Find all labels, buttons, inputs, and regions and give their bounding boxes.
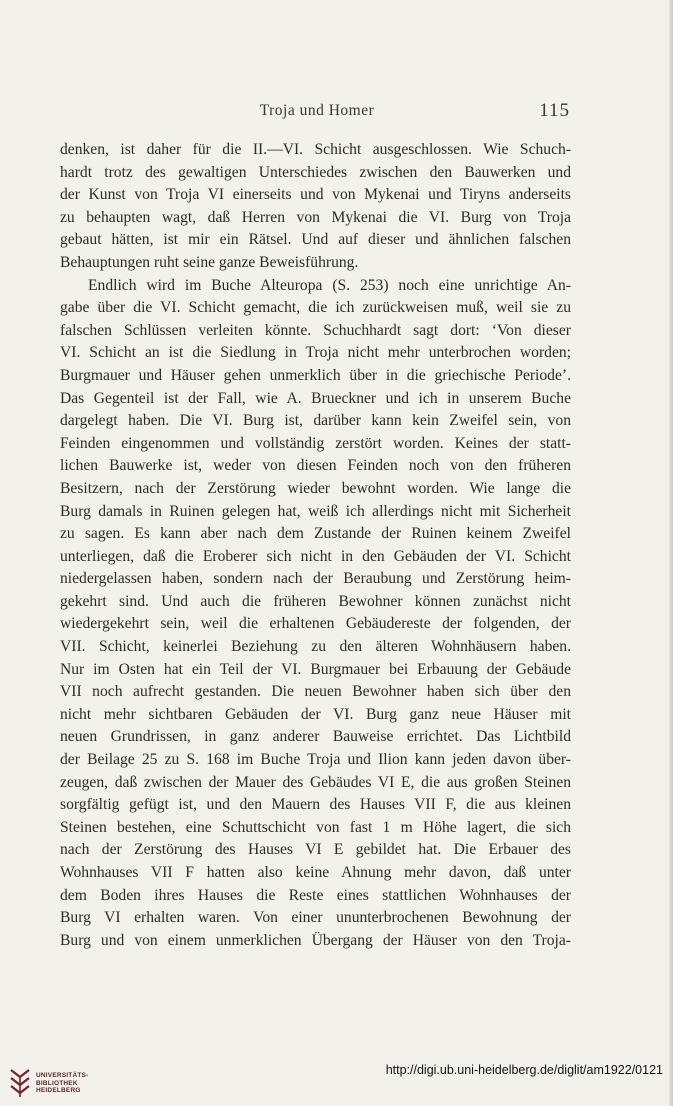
body-text xyxy=(60,139,571,952)
page-header xyxy=(62,100,572,126)
text-line: gebaut hätten, ist mir ein Rätsel. Und auf dieser und ähnlichen falschen xyxy=(60,231,571,249)
text-line: VI. Schicht an ist die Siedlung in Troja nicht mehr unterbrochen worden; xyxy=(60,344,571,362)
text-line: Das Gegenteil ist der Fall, wie A. Brueckner und ich in unserem Buche xyxy=(60,389,571,407)
text-line: Behauptungen ruht seine ganze Beweisführung. xyxy=(60,253,359,271)
text-line: lichen Bauwerke ist, weder von diesen Feinden noch von den früheren xyxy=(60,457,571,475)
text-line: Burg damals in Ruinen gelegen hat, weiß ich allerdings nicht mit Sicherheit xyxy=(60,502,571,520)
text-line: Wohnhauses VII F hatten also keine Ahnung mehr davon, daß unter xyxy=(60,864,571,881)
text-line: Feinden eingenommen und vollständig zerstört worden. Keines der statt- xyxy=(60,434,571,452)
footer xyxy=(0,1060,673,1106)
text-line: VII. Schicht, keinerlei Beziehung zu den älteren Wohnhäusern haben. xyxy=(60,638,571,656)
text-line: hardt trotz des gewaltigen Unterschiedes zwischen den Bauwerken und xyxy=(60,163,571,181)
text-line: denken, ist daher für die II.—VI. Schicht ausgeschlossen. Wie Schuch- xyxy=(60,141,571,158)
text-line: zu behaupten wagt, daß Herren von Mykenai die VI. Burg von Troja xyxy=(60,208,571,226)
text-line: dargelegt haben. Die VI. Burg ist, darüber kann kein Zweifel sein, von xyxy=(60,412,571,430)
text-line: zeugen, daß zwischen der Mauer des Gebäudes VI E, die aus großen Steinen xyxy=(60,773,571,791)
library-name-line: BIBLIOTHEK xyxy=(36,1079,78,1087)
text-line: falschen Schlüssen verleiten könnte. Schuchhardt sagt dort: ‘Von dieser xyxy=(60,321,571,339)
page-edge xyxy=(669,0,673,1106)
text-line: VII noch aufrecht gestanden. Die neuen Bewohner haben sich über den xyxy=(60,683,571,701)
text-line: unterliegen, daß die Eroberer sich nicht in den Gebäuden der VI. Schicht xyxy=(60,547,571,565)
text-line: gekehrt sind. Und auch die früheren Bewohner können zunächst nicht xyxy=(60,592,571,610)
text-line: Burg VI erhalten waren. Von einer ununterbrochenen Bewohnung der xyxy=(60,909,571,927)
text-line: sorgfältig gefügt ist, und den Mauern des Hauses VII F, die aus kleinen xyxy=(60,796,571,814)
running-title: Troja und Homer xyxy=(259,102,375,119)
text-line: Burgmauer und Häuser gehen unmerklich über in die griechische Periode’. xyxy=(60,366,571,384)
text-line: gabe über die VI. Schicht gemacht, die ich zurückweisen muß, weil sie zu xyxy=(60,299,571,317)
text-line: neuen Grundrissen, in ganz anderer Bauweise errichtet. Das Lichtbild xyxy=(60,728,571,746)
text-line: niedergelassen haben, sondern nach der Beraubung und Zerstörung heim- xyxy=(60,570,571,588)
text-line: Steinen bestehen, eine Schuttschicht von fast 1 m Höhe lagert, die sich xyxy=(60,818,571,836)
source-url[interactable]: http://digi.ub.uni-heidelberg.de/diglit/am1922/0121 xyxy=(385,1063,663,1077)
text-line: Nur im Osten hat ein Teil der VI. Burgmauer bei Erbauung der Gebäude xyxy=(60,660,571,678)
page-number: 115 xyxy=(539,100,570,121)
library-name-line: UNIVERSITÄTS- xyxy=(36,1072,89,1079)
text-line: zu sagen. Es kann aber nach dem Zustande der Ruinen keinem Zweifel xyxy=(60,525,571,543)
text-line: nicht mehr sichtbaren Gebäuden der VI. Burg ganz neue Häuser mit xyxy=(60,705,571,723)
text-line: Endlich wird im Buche Alteuropa (S. 253) noch eine unrichtige An- xyxy=(88,276,571,294)
text-line: der Kunst von Troja VI einerseits und von Mykenai und Tiryns anderseits xyxy=(60,186,571,204)
library-emblem-icon xyxy=(8,1068,32,1098)
library-logo xyxy=(8,1068,89,1098)
text-line: der Beilage 25 zu S. 168 im Buche Troja und Ilion kann jeden davon über- xyxy=(60,751,571,769)
library-name xyxy=(36,1072,88,1095)
text-line: Burg und von einem unmerklichen Übergang der Häuser von den Troja- xyxy=(60,931,571,949)
text-line: dem Boden ihres Hauses die Reste eines stattlichen Wohnhauses der xyxy=(60,886,571,904)
text-line: wiedergekehrt sein, weil die erhaltenen Gebäudereste der folgenden, der xyxy=(60,615,571,633)
text-line: nach der Zerstörung des Hauses VI E gebildet hat. Die Erbauer des xyxy=(60,841,571,859)
library-name-line: HEIDELBERG xyxy=(36,1087,81,1094)
text-line: Besitzern, nach der Zerstörung wieder bewohnt worden. Wie lange die xyxy=(60,479,571,497)
